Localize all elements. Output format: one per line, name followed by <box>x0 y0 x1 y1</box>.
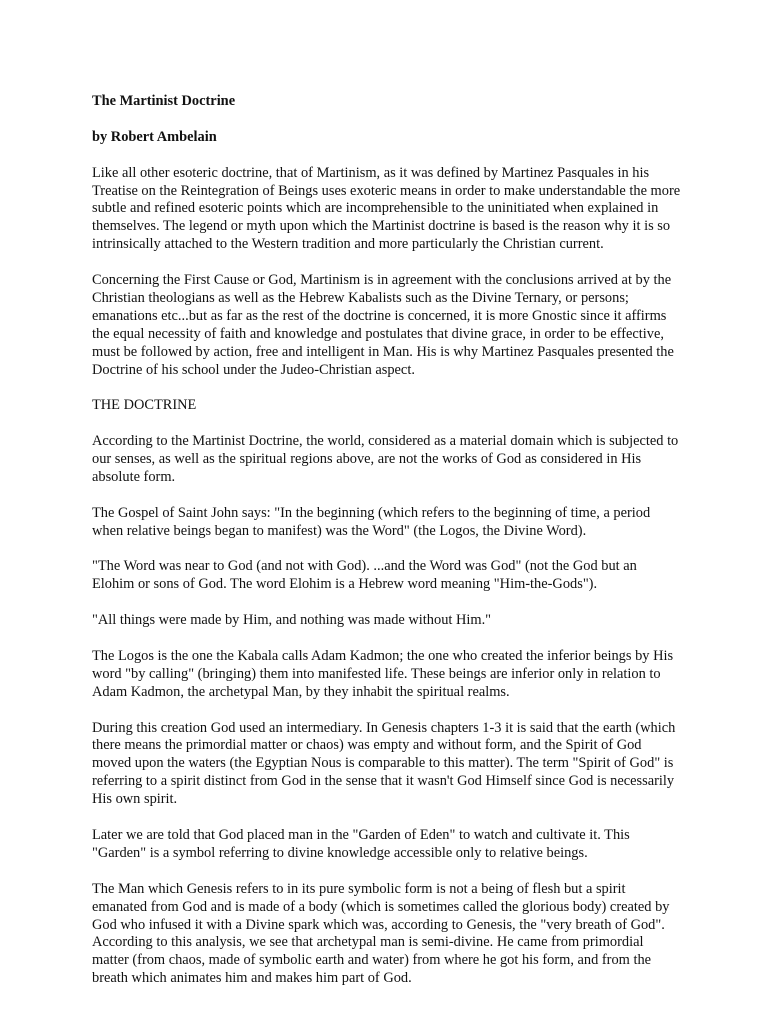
paragraph-intro: Like all other esoteric doctrine, that of Martinism, as it was defined by Martinez Pasquales in his Treatise on the Reintegration of Beings uses exoteric means in order to make understandable the more subtle and refined esoteric points which are incomprehensible to the uninitiated when explained in themselves. The legend or myth upon which the Martinist doctrine is based is the reason why it is so intrinsically attached to the Western tradition and more particularly the Christian current. <box>92 164 681 253</box>
section-heading-doctrine: THE DOCTRINE <box>92 397 197 414</box>
paragraph-creation: During this creation God used an intermediary. In Genesis chapters 1-3 it is said that the earth (which there means the primordial matter or chaos) was empty and without form, and the Spirit of God moved upon the waters (the Egyptian Nous is comparable to this matter). The term "Spirit of God" is referring to a spirit distinct from God in the sense that it wasn't God Himself since God is necessarily His own spirit. <box>92 719 676 808</box>
paragraph-gospel: The Gospel of Saint John says: "In the beginning (which refers to the beginning of time, a period when relative beings began to manifest) was the Word" (the Logos, the Divine Word). <box>92 504 651 539</box>
document-title: The Martinist Doctrine <box>92 93 236 109</box>
paragraph-all-things: "All things were made by Him, and nothing was made without Him." <box>92 612 492 629</box>
paragraph-man: The Man which Genesis refers to in its pure symbolic form is not a being of flesh but a spirit emanated from God and is made of a body (which is sometimes called the glorious body) created by God who infused it with a Divine spark which was, according to Genesis, the "very breath of God". According to this analysis, we see that archetypal man is semi-divine. He came from primordial matter (from chaos, made of symbolic earth and water) from where he got his form, and from the breath which animates him and makes him part of God. <box>92 880 670 987</box>
paragraph-word: "The Word was near to God (and not with God). ...and the Word was God" (not the God but an Elohim or sons of God. The word Elohim is a Hebrew word meaning "Him-the-Gods"). <box>92 558 637 593</box>
paragraph-first-cause: Concerning the First Cause or God, Martinism is in agreement with the conclusions arrived at by the Christian theologians as well as the Hebrew Kabalists such as the Divine Ternary, or persons; emanations etc...but as far as the rest of the doctrine is concerned, it is more Gnostic since it affirms the equal necessity of faith and knowledge and postulates that divine grace, in order to be effective, must be followed by action, free and intelligent in Man. His is why Martinez Pasquales presented the Doctrine of his school under the Judeo-Christian aspect. <box>92 272 674 378</box>
paragraph-logos: The Logos is the one the Kabala calls Adam Kadmon; the one who created the inferior beings by His word "by calling" (bringing) them into manifested life. These beings are inferior only in relation to Adam Kadmon, the archetypal Man, by they inhabit the spiritual realms. <box>92 647 674 700</box>
document-author: by Robert Ambelain <box>92 128 217 145</box>
paragraph-world: According to the Martinist Doctrine, the world, considered as a material domain which is subjected to our senses, as well as the spiritual regions above, are not the works of God as considered in His absolute form. <box>92 433 679 485</box>
paragraph-garden: Later we are told that God placed man in the "Garden of Eden" to watch and cultivate it. This "Garden" is a symbol referring to divine knowledge accessible only to relative beings. <box>92 826 630 861</box>
document-page <box>92 93 682 1006</box>
